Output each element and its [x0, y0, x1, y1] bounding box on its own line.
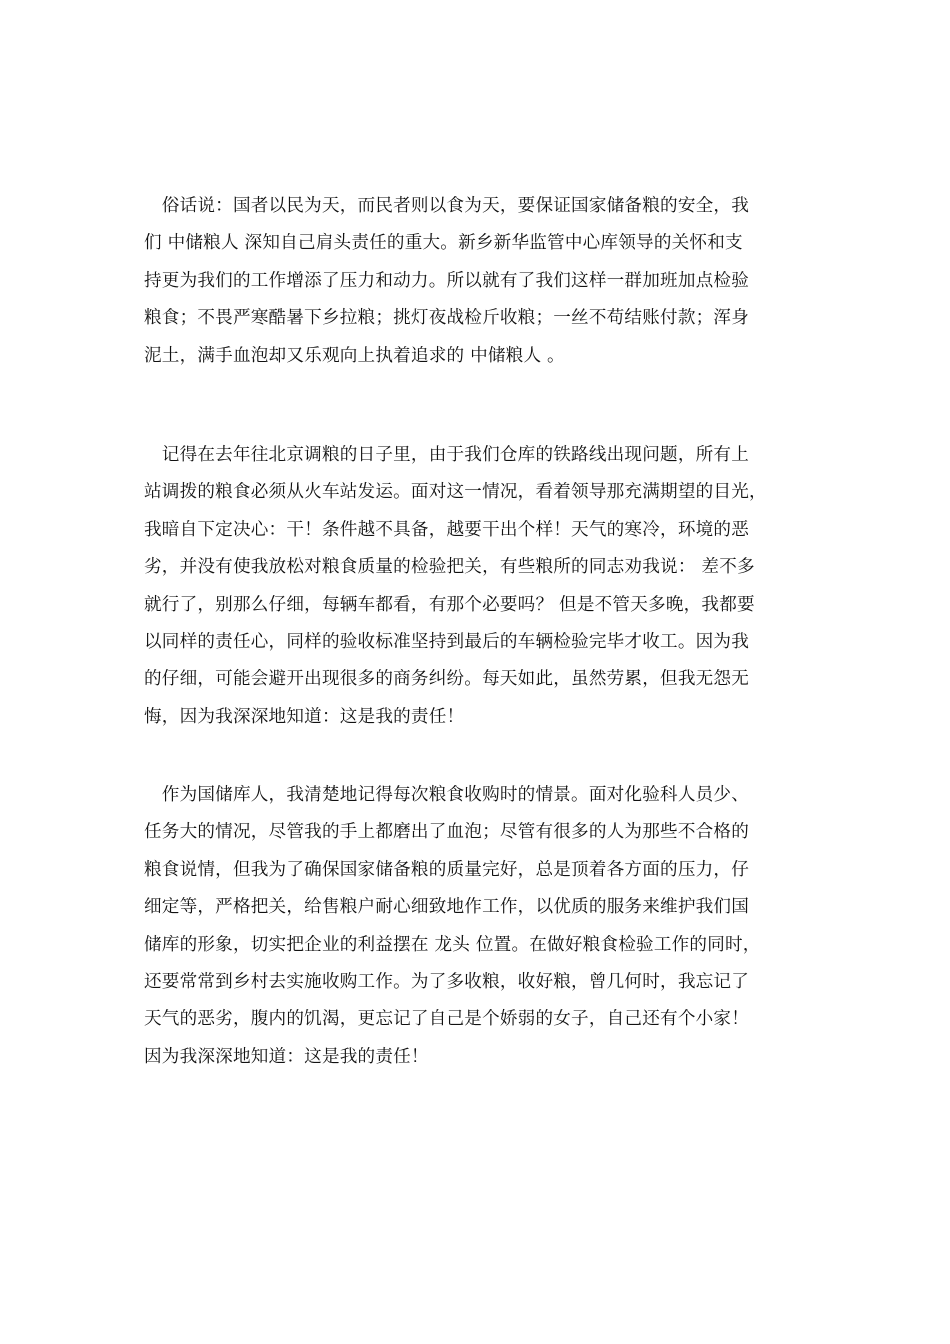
paragraph-line: 持更为我们的工作增添了压力和动力。所以就有了我们这样一群加班加点检验: [144, 270, 749, 291]
paragraph-line: 泥土，满手血泡却又乐观向上执着追求的 中储粮人 。: [144, 345, 565, 366]
paragraph-line: 就行了，别那么仔细，每辆车都看，有那个必要吗？ 但是不管天多晚，我都要: [144, 594, 755, 615]
paragraph-3: [144, 777, 814, 1076]
paragraph-line: 粮食；不畏严寒酷暑下乡拉粮；挑灯夜战检斤收粮；一丝不苟结账付款；浑身: [144, 308, 749, 329]
paragraph-line: 作为国储库人，我清楚地记得每次粮食收购时的情景。面对化验科人员少、: [144, 785, 749, 805]
paragraph-line: 以同样的责任心，同样的验收标准坚持到最后的车辆检验完毕才收工。因为我: [144, 631, 749, 652]
paragraph-line: 俗话说：国者以民为天，而民者则以食为天，要保证国家储备粮的安全，我: [144, 196, 749, 216]
paragraph-line: 我暗自下定决心：干！条件越不具备，越要干出个样！天气的寒冷，环境的恶: [144, 519, 749, 540]
paragraph-line: 记得在去年往北京调粮的日子里，由于我们仓库的铁路线出现问题，所有上: [144, 445, 749, 465]
paragraph-line: 因为我深深地知道：这是我的责任！: [144, 1046, 429, 1067]
paragraph-line: 们 中储粮人 深知自己肩头责任的重大。新乡新华监管中心库领导的关怀和支: [144, 233, 743, 254]
paragraph-line: 粮食说情，但我为了确保国家储备粮的质量完好，总是顶着各方面的压力，仔: [144, 859, 749, 880]
paragraph-line: 悔，因为我深深地知道：这是我的责任！: [144, 706, 465, 727]
paragraph-line: 储库的形象，切实把企业的利益摆在 龙头 位置。在做好粮食检验工作的同时，: [144, 934, 761, 955]
paragraph-1: [144, 188, 814, 375]
paragraph-line: 任务大的情况，尽管我的手上都磨出了血泡；尽管有很多的人为那些不合格的: [144, 822, 749, 843]
paragraph-line: 天气的恶劣，腹内的饥渴，更忘记了自己是个娇弱的女子，自己还有个小家！: [144, 1009, 749, 1030]
paragraph-line: 还要常常到乡村去实施收购工作。为了多收粮，收好粮，曾几何时，我忘记了: [144, 971, 749, 992]
paragraph-2: [144, 437, 814, 736]
paragraph-line: 劣，并没有使我放松对粮食质量的检验把关，有些粮所的同志劝我说： 差不多: [144, 557, 755, 578]
paragraph-line: 站调拨的粮食必须从火车站发运。面对这一情况，看着领导那充满期望的目光，: [144, 482, 767, 503]
paragraph-line: 的仔细，可能会避开出现很多的商务纠纷。每天如此，虽然劳累，但我无怨无: [144, 669, 749, 690]
paragraph-line: 细定等，严格把关，给售粮户耐心细致地作工作，以优质的服务来维护我们国: [144, 897, 749, 918]
